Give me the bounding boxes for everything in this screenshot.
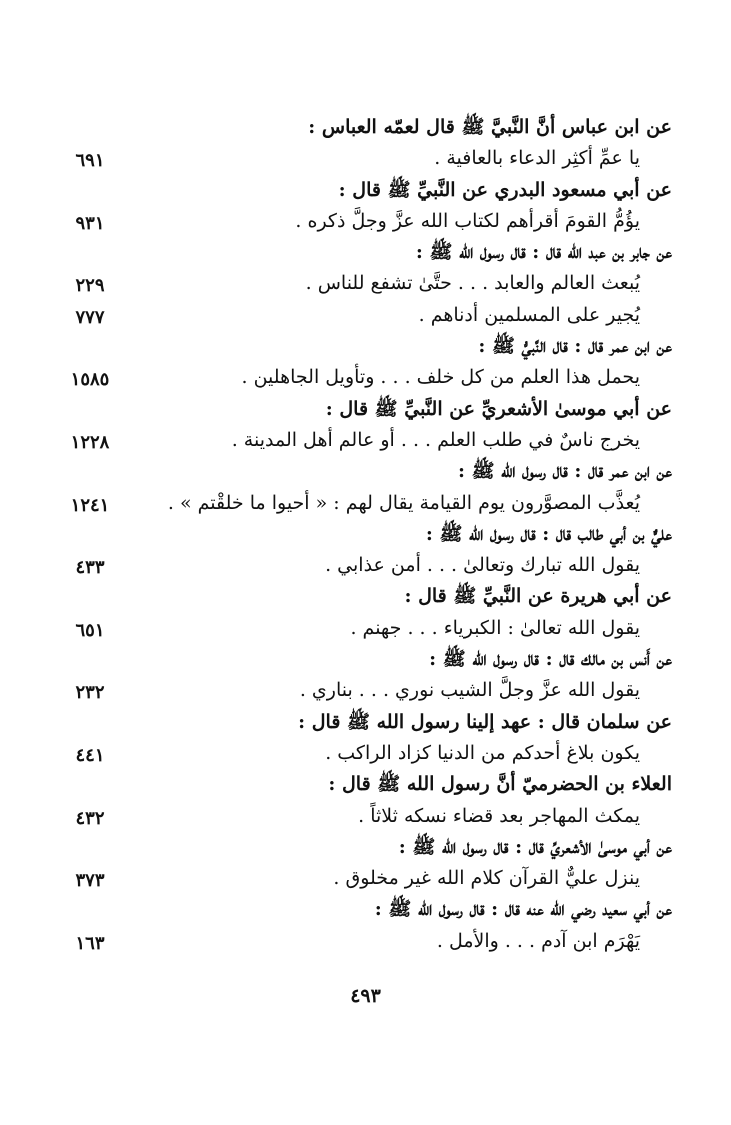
narrator-chain: عن أبي مسعود البدري عن النَّبيِّ ﷺ قال : bbox=[338, 178, 672, 201]
narrator-line bbox=[62, 894, 672, 925]
hadith-text: يقول الله عزَّ وجلَّ الشيب نوري . . . بناري . bbox=[299, 679, 640, 702]
hadith-line bbox=[62, 613, 672, 644]
hadith-text: يقول الله تعالىٰ : الكبرياء . . . جهنم . bbox=[350, 616, 640, 639]
hadith-reference-number: ٤٣٣ bbox=[75, 557, 105, 579]
narrator-chain: عن ابن عمر قال : قال النَّبيُّ ﷺ : bbox=[478, 335, 672, 358]
hadith-reference-number: ٤٤١ bbox=[75, 744, 105, 766]
hadith-text: يؤُمُّ القومَ أقرأهم لكتاب الله عزَّ وجلَّ ذكره . bbox=[295, 209, 640, 232]
hadith-reference-number: ١٢٢٨ bbox=[70, 431, 110, 453]
hadith-reference-number: ٤٣٢ bbox=[75, 807, 105, 829]
narrator-chain: عن ابن عمر قال : قال رسول الله ﷺ : bbox=[457, 460, 672, 483]
hadith-line bbox=[62, 425, 672, 456]
hadith-reference-number: ٢٢٩ bbox=[75, 275, 105, 297]
narrator-chain: عن أبي هريرة عن النَّبيِّ ﷺ قال : bbox=[404, 585, 672, 608]
hadith-reference-number: ٢٣٢ bbox=[75, 682, 105, 704]
hadith-line bbox=[62, 738, 672, 769]
hadith-reference-number: ١٥٨٥ bbox=[70, 369, 110, 391]
hadith-text: يُجير على المسلمين أدناهم . bbox=[418, 303, 640, 326]
narrator-line bbox=[62, 581, 672, 612]
narrator-chain: العلاء بن الحضرميّ أنَّ رسول الله ﷺ قال : bbox=[328, 773, 672, 796]
page-number: ٤٩٣ bbox=[350, 985, 381, 1007]
hadith-reference-number: ٦٥١ bbox=[75, 619, 105, 641]
hadith-text: يكون بلاغ أحدكم من الدنيا كزاد الراكب . bbox=[325, 741, 640, 764]
narrator-line bbox=[62, 707, 672, 738]
hadith-text: يُعذَّب المصوَّرون يوم القيامة يقال لهم : « أحيوا ما خلقْتم » . bbox=[167, 491, 640, 514]
narrator-chain: عن أَنس بن مالك قال : قال رسول الله ﷺ : bbox=[429, 648, 672, 671]
hadith-reference-number: ٦٩١ bbox=[75, 150, 105, 172]
hadith-text: يقول الله تبارك وتعالىٰ . . . أمن عذابي . bbox=[325, 554, 640, 577]
hadith-line bbox=[62, 801, 672, 832]
hadith-reference-number: ٣٧٣ bbox=[75, 870, 105, 892]
hadith-reference-number: ١٦٣ bbox=[75, 932, 105, 954]
narrator-line bbox=[62, 519, 672, 550]
hadith-text: يمكث المهاجر بعد قضاء نسكه ثلاثاً . bbox=[358, 804, 640, 827]
hadith-text: يحمل هذا العلم من كل خلف . . . وتأويل الجاهلين . bbox=[241, 366, 640, 389]
hadith-line bbox=[62, 675, 672, 706]
narrator-chain: عن أبي موسىٰ الأشعريِّ عن النَّبيِّ ﷺ قال : bbox=[325, 397, 672, 420]
narrator-line bbox=[62, 456, 672, 487]
hadith-line bbox=[62, 488, 672, 519]
hadith-line bbox=[62, 268, 672, 299]
narrator-line bbox=[62, 832, 672, 863]
hadith-line bbox=[62, 206, 672, 237]
narrator-line bbox=[62, 394, 672, 425]
narrator-line bbox=[62, 331, 672, 362]
narrator-chain: عليٌّ بن أبي طالب قال : قال رسول الله ﷺ : bbox=[425, 522, 672, 545]
hadith-reference-number: ١٢٤١ bbox=[70, 494, 110, 516]
narrator-chain: عن سلمان قال : عهد إلينا رسول الله ﷺ قال : bbox=[298, 710, 672, 733]
narrator-line bbox=[62, 175, 672, 206]
hadith-index-list bbox=[62, 112, 672, 957]
hadith-text: ينزل عليٌّ القرآن كلام الله غير مخلوق . bbox=[333, 867, 640, 890]
narrator-chain: عن جابر بن عبد الله قال : قال رسول الله ﷺ : bbox=[415, 241, 672, 264]
hadith-text: يخرج ناسٌ في طلب العلم . . . أو عالم أهل المدينة . bbox=[231, 428, 640, 451]
narrator-chain: عن ابن عباس أنَّ النَّبيَّ ﷺ قال لعمّه العباس : bbox=[308, 116, 672, 138]
narrator-line bbox=[62, 112, 672, 143]
hadith-text: يَهْرَم ابن آدم . . . والأمل . bbox=[436, 929, 640, 952]
hadith-text: يُبعث العالم والعابد . . . حتَّىٰ تشفع للناس . bbox=[305, 272, 640, 295]
hadith-reference-number: ٩٣١ bbox=[75, 212, 105, 234]
hadith-line bbox=[62, 926, 672, 957]
hadith-line bbox=[62, 550, 672, 581]
hadith-reference-number: ٧٧٧ bbox=[75, 306, 105, 328]
hadith-line bbox=[62, 300, 672, 331]
hadith-line bbox=[62, 863, 672, 894]
narrator-line bbox=[62, 237, 672, 268]
hadith-line bbox=[62, 143, 672, 174]
hadith-text: يا عمِّ أكثِر الدعاء بالعافية . bbox=[434, 147, 640, 170]
narrator-chain: عن أبي موسىٰ الأشعريِّ قال : قال رسول الله ﷺ : bbox=[398, 835, 672, 858]
hadith-line bbox=[62, 362, 672, 393]
narrator-line bbox=[62, 644, 672, 675]
narrator-chain: عن أبي سعيد رضي الله عنه قال : قال رسول الله ﷺ : bbox=[374, 898, 672, 921]
narrator-line bbox=[62, 769, 672, 800]
